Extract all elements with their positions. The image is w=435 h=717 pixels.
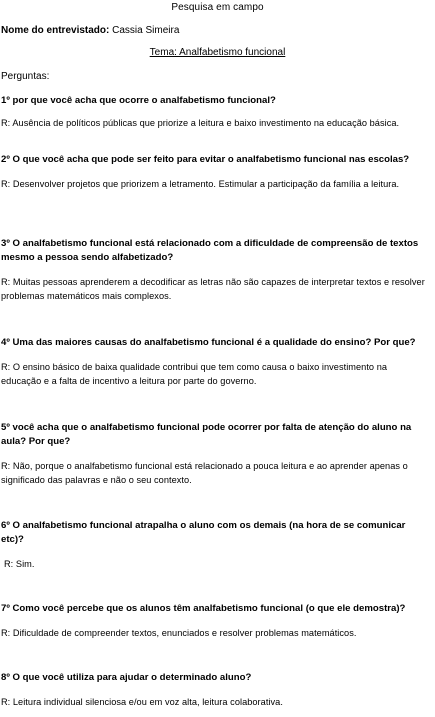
question-6: 6º O analfabetismo funcional atrapalha o aluno com os demais (na hora de se comunicar etc)? — [1, 520, 406, 545]
question-1: 1º por que você acha que ocorre o analfabetismo funcional? — [1, 95, 276, 106]
question-7: 7º Como você percebe que os alunos têm analfabetismo funcional (o que ele demostra)? — [1, 603, 406, 614]
theme-line — [0, 46, 435, 60]
question-5: 5º você acha que o analfabetismo funcional pode ocorrer por falta de atenção do aluno na aula? Por que? — [1, 422, 412, 447]
interviewee-line — [1, 24, 179, 38]
answer-8: R: Leitura individual silenciosa e/ou em voz alta, leitura colaborativa. — [1, 697, 283, 707]
answer-3: R: Muitas pessoas aprenderem a decodificar as letras não são capazes de interpretar textos e resolver problemas matemáticos mais complexos. — [1, 277, 425, 301]
questions-label: Perguntas: — [1, 71, 50, 82]
interviewee-name: Cassia Simeira — [112, 25, 180, 36]
question-4: 4º Uma das maiores causas do analfabetismo funcional é a qualidade do ensino? Por que? — [1, 337, 416, 348]
answer-2: R: Desenvolver projetos que priorizem a letramento. Estimular a participação da família a leitura. — [1, 179, 400, 189]
interviewee-label: Nome do entrevistado: — [1, 25, 110, 36]
question-2: 2º O que você acha que pode ser feito para evitar o analfabetismo funcional nas escolas? — [1, 154, 410, 165]
theme-text: Tema: Analfabetismo funcional — [149, 47, 286, 58]
question-8: 8º O que você utiliza para ajudar o determinado aluno? — [1, 672, 252, 683]
answer-1: R: Ausência de políticos públicas que priorize a leitura e baixo investimento na educação básica. — [1, 118, 400, 128]
document-title: Pesquisa em campo — [171, 2, 264, 13]
answer-6: R: Sim. — [4, 559, 35, 569]
answer-4: R: O ensino básico de baixa qualidade contribui que tem como causa o baixo investimento na educação e a falta de incentivo a leitura por parte do governo. — [1, 362, 388, 386]
question-3: 3º O analfabetismo funcional está relacionado com a dificuldade de compreensão de textos mesmo a pessoa sendo alfabetizado? — [1, 238, 419, 263]
answer-5: R: Não, porque o analfabetismo funcional está relacionado a pouca leitura e ao aprender apenas o significado das palavras e não o seu contexto. — [1, 461, 408, 485]
answer-7: R: Dificuldade de compreender textos, enunciados e resolver problemas matemáticos. — [1, 628, 357, 638]
